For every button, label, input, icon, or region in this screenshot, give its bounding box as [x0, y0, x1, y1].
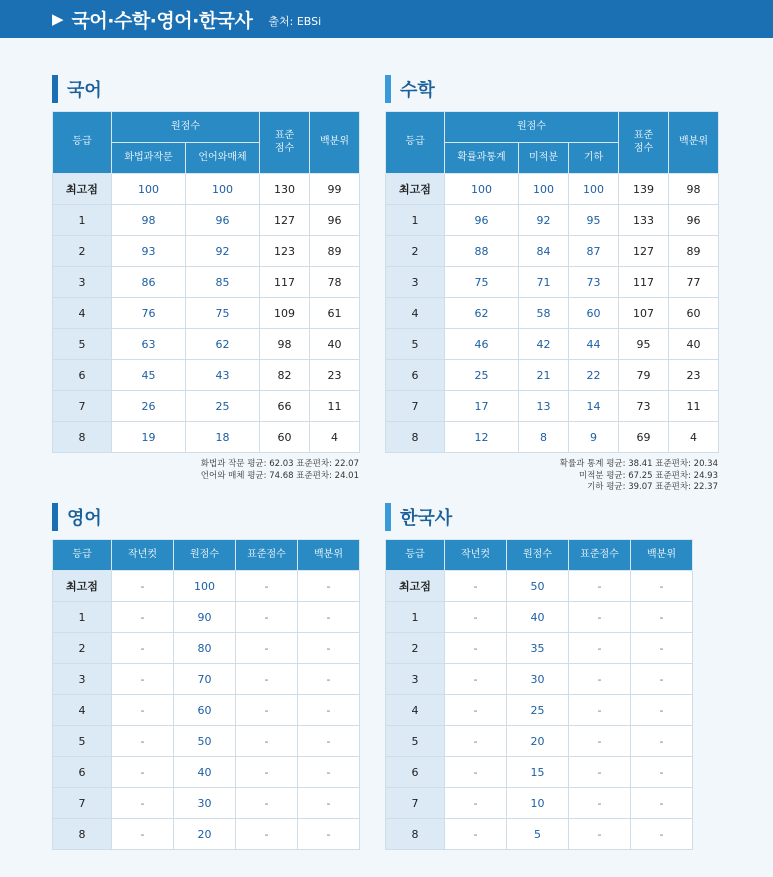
score-cell: 4: [669, 422, 719, 453]
score-cell: -: [298, 633, 360, 664]
page-title: 국어·수학·영어·한국사: [71, 9, 253, 32]
note-line: 언어와 매체 평균: 74.68 표준편차: 24.01: [200, 470, 359, 481]
score-cell: 23: [310, 360, 360, 391]
score-cell: 40: [669, 329, 719, 360]
korean-score-table: [52, 111, 360, 453]
score-cell: -: [298, 571, 360, 602]
header-grade: 등급: [386, 112, 445, 174]
column-header: 등급: [386, 540, 445, 571]
history-title: 한국사: [400, 508, 453, 529]
score-cell: -: [298, 726, 360, 757]
table-row: [386, 360, 719, 391]
raw-score-cell: 20: [174, 819, 236, 850]
table-row: [386, 602, 693, 633]
english-title: 영어: [67, 508, 102, 529]
table-row: [386, 329, 719, 360]
raw-score-cell: 96: [445, 205, 519, 236]
score-cell: -: [569, 633, 631, 664]
raw-score-cell: 30: [507, 664, 569, 695]
header-pct: 백분위: [669, 112, 719, 174]
raw-score-cell: 30: [174, 788, 236, 819]
score-cell: -: [445, 788, 507, 819]
history-score-table: [385, 539, 693, 850]
table-row: [53, 298, 360, 329]
raw-score-cell: 46: [445, 329, 519, 360]
score-cell: 79: [619, 360, 669, 391]
score-cell: 66: [260, 391, 310, 422]
raw-score-cell: 62: [445, 298, 519, 329]
score-cell: -: [631, 571, 693, 602]
raw-score-cell: 18: [186, 422, 260, 453]
raw-score-cell: 100: [112, 174, 186, 205]
score-cell: -: [298, 695, 360, 726]
column-header: 작년컷: [445, 540, 507, 571]
raw-score-cell: 19: [112, 422, 186, 453]
score-cell: -: [112, 633, 174, 664]
page-header: [0, 0, 773, 38]
korean-section-title: [52, 75, 102, 103]
score-cell: 130: [260, 174, 310, 205]
score-cell: -: [112, 757, 174, 788]
table-row: [53, 205, 360, 236]
raw-score-cell: 80: [174, 633, 236, 664]
raw-score-cell: 92: [186, 236, 260, 267]
grade-cell: 7: [53, 391, 112, 422]
grade-cell: 최고점: [386, 174, 445, 205]
score-cell: -: [112, 602, 174, 633]
header-sub1: 화법과작문: [112, 143, 186, 174]
grade-cell: 6: [386, 360, 445, 391]
score-cell: -: [236, 664, 298, 695]
raw-score-cell: 40: [507, 602, 569, 633]
score-cell: 96: [669, 205, 719, 236]
raw-score-cell: 45: [112, 360, 186, 391]
grade-cell: 4: [53, 695, 112, 726]
header-std: 표준 점수: [619, 112, 669, 174]
raw-score-cell: 22: [569, 360, 619, 391]
score-cell: -: [569, 695, 631, 726]
score-cell: -: [631, 633, 693, 664]
table-row: [386, 664, 693, 695]
table-row: [386, 819, 693, 850]
score-cell: -: [631, 726, 693, 757]
grade-cell: 3: [386, 664, 445, 695]
grade-cell: 5: [386, 726, 445, 757]
grade-cell: 4: [386, 298, 445, 329]
score-cell: 139: [619, 174, 669, 205]
header-sub3: 기하: [569, 143, 619, 174]
score-cell: 95: [619, 329, 669, 360]
table-row: [386, 726, 693, 757]
score-cell: 117: [260, 267, 310, 298]
score-cell: -: [569, 602, 631, 633]
score-cell: 127: [260, 205, 310, 236]
history-section-title: [385, 503, 452, 531]
score-cell: 77: [669, 267, 719, 298]
score-cell: -: [445, 602, 507, 633]
grade-cell: 2: [386, 236, 445, 267]
grade-cell: 6: [53, 757, 112, 788]
raw-score-cell: 60: [569, 298, 619, 329]
table-row: [53, 757, 360, 788]
raw-score-cell: 84: [519, 236, 569, 267]
grade-cell: 7: [53, 788, 112, 819]
score-cell: -: [569, 788, 631, 819]
section-marker: [385, 503, 391, 531]
table-row: [386, 788, 693, 819]
grade-cell: 1: [386, 205, 445, 236]
raw-score-cell: 100: [569, 174, 619, 205]
raw-score-cell: 100: [445, 174, 519, 205]
header-raw: 원점수: [445, 112, 619, 143]
grade-cell: 2: [53, 633, 112, 664]
raw-score-cell: 50: [507, 571, 569, 602]
score-cell: 61: [310, 298, 360, 329]
score-cell: -: [569, 726, 631, 757]
raw-score-cell: 5: [507, 819, 569, 850]
score-cell: -: [236, 788, 298, 819]
grade-cell: 최고점: [386, 571, 445, 602]
score-cell: 127: [619, 236, 669, 267]
column-header: 원점수: [174, 540, 236, 571]
score-cell: -: [298, 602, 360, 633]
grade-cell: 최고점: [53, 174, 112, 205]
raw-score-cell: 87: [569, 236, 619, 267]
raw-score-cell: 96: [186, 205, 260, 236]
score-cell: -: [298, 819, 360, 850]
table-row: [386, 757, 693, 788]
score-cell: 60: [260, 422, 310, 453]
score-cell: -: [569, 757, 631, 788]
table-row: [53, 422, 360, 453]
raw-score-cell: 62: [186, 329, 260, 360]
raw-score-cell: 25: [445, 360, 519, 391]
raw-score-cell: 44: [569, 329, 619, 360]
table-row: [53, 267, 360, 298]
grade-cell: 6: [386, 757, 445, 788]
raw-score-cell: 100: [186, 174, 260, 205]
score-cell: -: [236, 602, 298, 633]
score-cell: -: [631, 788, 693, 819]
grade-cell: 5: [53, 726, 112, 757]
source-label: 출처: EBSi: [268, 14, 322, 28]
raw-score-cell: 35: [507, 633, 569, 664]
score-cell: 73: [619, 391, 669, 422]
raw-score-cell: 75: [445, 267, 519, 298]
raw-score-cell: 21: [519, 360, 569, 391]
score-cell: -: [445, 819, 507, 850]
raw-score-cell: 13: [519, 391, 569, 422]
raw-score-cell: 100: [174, 571, 236, 602]
raw-score-cell: 20: [507, 726, 569, 757]
table-row: [386, 205, 719, 236]
table-row: [53, 236, 360, 267]
grade-cell: 4: [53, 298, 112, 329]
grade-cell: 5: [53, 329, 112, 360]
table-row: [386, 298, 719, 329]
header-pct: 백분위: [310, 112, 360, 174]
raw-score-cell: 90: [174, 602, 236, 633]
raw-score-cell: 60: [174, 695, 236, 726]
raw-score-cell: 88: [445, 236, 519, 267]
score-cell: -: [112, 664, 174, 695]
grade-cell: 3: [386, 267, 445, 298]
column-header: 백분위: [631, 540, 693, 571]
raw-score-cell: 70: [174, 664, 236, 695]
score-cell: 23: [669, 360, 719, 391]
header-sub2: 언어와매체: [186, 143, 260, 174]
column-header: 표준점수: [569, 540, 631, 571]
grade-cell: 5: [386, 329, 445, 360]
score-cell: -: [631, 664, 693, 695]
score-cell: -: [298, 664, 360, 695]
score-cell: 109: [260, 298, 310, 329]
table-row: [53, 174, 360, 205]
raw-score-cell: 50: [174, 726, 236, 757]
raw-score-cell: 58: [519, 298, 569, 329]
grade-cell: 8: [386, 819, 445, 850]
column-header: 등급: [53, 540, 112, 571]
grade-cell: 1: [53, 602, 112, 633]
korean-notes: [201, 459, 359, 482]
table-row: [53, 664, 360, 695]
table-row: [386, 571, 693, 602]
score-cell: 98: [669, 174, 719, 205]
raw-score-cell: 40: [174, 757, 236, 788]
score-cell: 123: [260, 236, 310, 267]
grade-cell: 8: [386, 422, 445, 453]
score-cell: -: [631, 757, 693, 788]
score-cell: -: [298, 788, 360, 819]
table-row: [386, 391, 719, 422]
header-grade: 등급: [53, 112, 112, 174]
grade-cell: 1: [53, 205, 112, 236]
score-cell: -: [236, 819, 298, 850]
raw-score-cell: 42: [519, 329, 569, 360]
score-cell: 82: [260, 360, 310, 391]
score-cell: 60: [669, 298, 719, 329]
raw-score-cell: 26: [112, 391, 186, 422]
score-cell: -: [445, 571, 507, 602]
column-header: 표준점수: [236, 540, 298, 571]
raw-score-cell: 15: [507, 757, 569, 788]
score-cell: -: [569, 664, 631, 695]
raw-score-cell: 100: [519, 174, 569, 205]
raw-score-cell: 98: [112, 205, 186, 236]
score-cell: -: [445, 726, 507, 757]
table-row: [53, 819, 360, 850]
math-section-title: [385, 75, 435, 103]
raw-score-cell: 8: [519, 422, 569, 453]
raw-score-cell: 10: [507, 788, 569, 819]
table-row: [386, 236, 719, 267]
raw-score-cell: 73: [569, 267, 619, 298]
grade-cell: 최고점: [53, 571, 112, 602]
raw-score-cell: 14: [569, 391, 619, 422]
score-cell: -: [631, 695, 693, 726]
table-row: [53, 726, 360, 757]
score-cell: -: [112, 819, 174, 850]
score-cell: 78: [310, 267, 360, 298]
raw-score-cell: 95: [569, 205, 619, 236]
header-sub2: 미적분: [519, 143, 569, 174]
table-row: [386, 267, 719, 298]
math-notes: [560, 459, 718, 494]
note-line: 화법과 작문 평균: 62.03 표준편차: 22.07: [200, 459, 359, 469]
math-score-table: [385, 111, 719, 453]
note-line: 기하 평균: 39.07 표준편차: 22.37: [587, 482, 718, 492]
raw-score-cell: 63: [112, 329, 186, 360]
raw-score-cell: 12: [445, 422, 519, 453]
table-row: [386, 633, 693, 664]
raw-score-cell: 71: [519, 267, 569, 298]
raw-score-cell: 92: [519, 205, 569, 236]
score-cell: 117: [619, 267, 669, 298]
grade-cell: 3: [53, 267, 112, 298]
score-cell: -: [445, 664, 507, 695]
raw-score-cell: 75: [186, 298, 260, 329]
english-section-title: [52, 503, 102, 531]
score-cell: -: [569, 571, 631, 602]
score-cell: -: [236, 726, 298, 757]
english-score-table: [52, 539, 360, 850]
score-cell: -: [112, 726, 174, 757]
score-cell: -: [236, 695, 298, 726]
score-cell: -: [112, 788, 174, 819]
score-cell: 98: [260, 329, 310, 360]
score-cell: -: [236, 633, 298, 664]
column-header: 작년컷: [112, 540, 174, 571]
raw-score-cell: 85: [186, 267, 260, 298]
score-cell: 69: [619, 422, 669, 453]
score-cell: -: [236, 571, 298, 602]
korean-title: 국어: [67, 80, 102, 101]
score-cell: -: [298, 757, 360, 788]
raw-score-cell: 43: [186, 360, 260, 391]
table-row: [53, 571, 360, 602]
table-row: [386, 695, 693, 726]
score-cell: -: [112, 695, 174, 726]
table-row: [53, 695, 360, 726]
grade-cell: 3: [53, 664, 112, 695]
table-row: [53, 602, 360, 633]
table-row: [53, 633, 360, 664]
score-cell: 40: [310, 329, 360, 360]
header-std: 표준 점수: [260, 112, 310, 174]
score-cell: 107: [619, 298, 669, 329]
score-cell: 96: [310, 205, 360, 236]
score-cell: -: [445, 757, 507, 788]
raw-score-cell: 17: [445, 391, 519, 422]
score-cell: 11: [669, 391, 719, 422]
table-row: [53, 360, 360, 391]
section-marker: [385, 75, 391, 103]
grade-cell: 7: [386, 788, 445, 819]
table-row: [386, 422, 719, 453]
table-row: [53, 788, 360, 819]
raw-score-cell: 25: [507, 695, 569, 726]
grade-cell: 1: [386, 602, 445, 633]
score-cell: -: [112, 571, 174, 602]
column-header: 원점수: [507, 540, 569, 571]
raw-score-cell: 86: [112, 267, 186, 298]
note-line: 미적분 평균: 67.25 표준편차: 24.93: [578, 470, 718, 481]
header-raw: 원점수: [112, 112, 260, 143]
score-cell: -: [631, 819, 693, 850]
header-sub1: 확률과통계: [445, 143, 519, 174]
grade-cell: 8: [53, 819, 112, 850]
score-cell: 11: [310, 391, 360, 422]
play-arrow-icon: ▶: [52, 10, 64, 28]
score-cell: 89: [310, 236, 360, 267]
column-header: 백분위: [298, 540, 360, 571]
math-title: 수학: [400, 80, 435, 101]
grade-cell: 6: [53, 360, 112, 391]
score-cell: -: [631, 602, 693, 633]
score-cell: -: [445, 633, 507, 664]
score-cell: 89: [669, 236, 719, 267]
table-row: [53, 391, 360, 422]
raw-score-cell: 25: [186, 391, 260, 422]
raw-score-cell: 76: [112, 298, 186, 329]
score-cell: 133: [619, 205, 669, 236]
score-cell: 4: [310, 422, 360, 453]
grade-cell: 8: [53, 422, 112, 453]
raw-score-cell: 9: [569, 422, 619, 453]
score-cell: -: [236, 757, 298, 788]
section-marker: [52, 75, 58, 103]
table-row: [386, 174, 719, 205]
grade-cell: 2: [53, 236, 112, 267]
grade-cell: 7: [386, 391, 445, 422]
score-cell: -: [445, 695, 507, 726]
raw-score-cell: 93: [112, 236, 186, 267]
grade-cell: 2: [386, 633, 445, 664]
score-cell: 99: [310, 174, 360, 205]
score-cell: -: [569, 819, 631, 850]
section-marker: [52, 503, 58, 531]
grade-cell: 4: [386, 695, 445, 726]
note-line: 확률과 통계 평균: 38.41 표준편차: 20.34: [559, 459, 718, 469]
table-row: [53, 329, 360, 360]
